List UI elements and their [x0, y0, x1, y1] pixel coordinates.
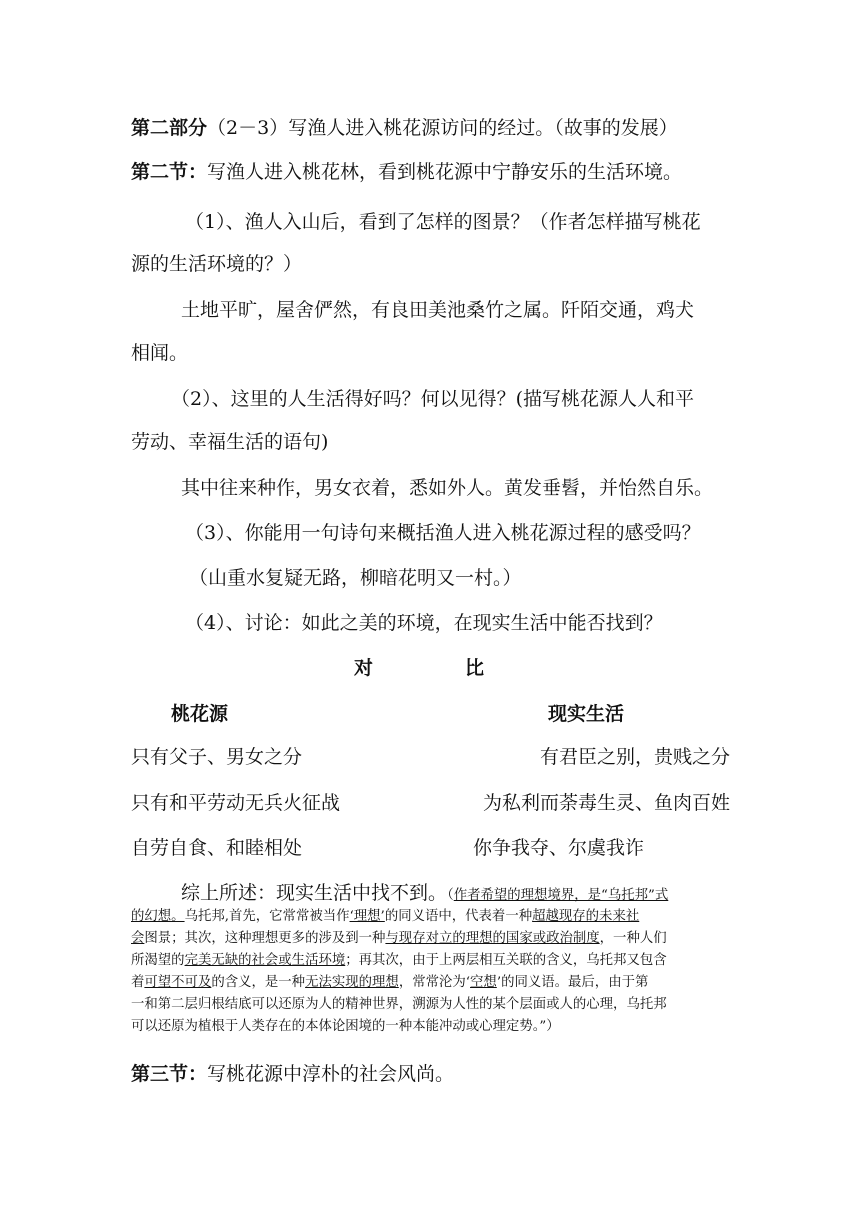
answer-1-line2: 相闻。 [131, 342, 189, 364]
compare-row-left: 自劳自食、和睦相处 [131, 837, 303, 859]
summary-note-line7: 可以还原为植根于人类存在的本体论困境的一种本能冲动或心理定势。”） [131, 1019, 560, 1034]
answer-3: （山重水复疑无路，柳暗花明又一村。） [189, 567, 522, 589]
question-1-line2: 源的生活环境的？） [131, 253, 303, 275]
answer-2: 其中往来种作，男女衣着，悉如外人。黄发垂髫，并怡然自乐。 [181, 477, 714, 499]
section2-heading-rest: 写渔人进入桃花林，看到桃花源中宁静安乐的生活环境。 [207, 161, 683, 183]
section3-heading-rest: 写桃花源中淳朴的社会风尚。 [207, 1063, 455, 1085]
compare-row-left: 只有父子、男女之分 [131, 746, 303, 768]
section2-heading-line [131, 160, 682, 184]
compare-left-header: 桃花源 [171, 703, 229, 725]
question-2-line2: 劳动、幸福生活的语句) [131, 431, 329, 453]
section3-heading-line [131, 1062, 454, 1086]
summary-note-line5: 着可望不可及的含义，是一种无法实现的理想，常常沦为‘空想’的同义语。最后，由于第 [131, 975, 649, 990]
part2-heading-line [131, 116, 678, 140]
summary-note-underline: 作者希望的理想境界，是“乌托邦”式 [453, 888, 669, 903]
part2-heading: 第二部分 [131, 117, 208, 139]
summary-lead: 综上所述：现实生活中找不到。 [181, 882, 448, 904]
compare-title-right: 比 [465, 657, 485, 679]
question-1-line1: （1）、渔人入山后，看到了怎样的图景？（作者怎样描写桃花 [185, 211, 701, 233]
compare-row-right: 为私利而荼毒生灵、鱼肉百姓 [482, 792, 730, 814]
compare-row-left: 只有和平劳动无兵火征战 [131, 792, 341, 814]
summary-note-line3: 会图景；其次，这种理想更多的涉及到一种与现存对立的理想的国家或政治制度，一种人们 [131, 931, 667, 946]
summary-line1: 综上所述：现实生活中找不到。（作者希望的理想境界，是“乌托邦”式 [181, 882, 669, 904]
question-3: （3）、你能用一句诗句来概括渔人进入桃花源过程的感受吗？ [185, 522, 701, 544]
compare-right-header: 现实生活 [548, 703, 625, 725]
section2-heading: 第二节： [131, 161, 208, 183]
question-4: （4）、讨论：如此之美的环境，在现实生活中能否找到？ [185, 612, 663, 634]
summary-note-line6: 一和第二层归根结底可以还原为人的精神世界，溯源为人性的某个层面或人的心理，乌托邦 [131, 997, 667, 1012]
question-2-line1: （2）、这里的人生活得好吗？何以见得？(描写桃花源人人和平 [171, 388, 695, 410]
compare-row-right: 你争我夺、尔虞我诈 [473, 837, 645, 859]
summary-note-line4: 所渴望的完美无缺的社会或生活环境；再其次，由于上两层相互关联的含义，乌托邦又包含 [131, 953, 667, 968]
part2-heading-rest: （2－3）写渔人进入桃花源访问的经过。（故事的发展） [207, 117, 678, 139]
section3-heading: 第三节： [131, 1063, 208, 1085]
compare-title-left: 对 [354, 657, 374, 679]
answer-1-line1: 土地平旷，屋舍俨然，有良田美池桑竹之属。阡陌交通，鸡犬 [181, 299, 695, 321]
compare-row-right: 有君臣之别，贵贱之分 [539, 746, 730, 768]
summary-note-line2: 的幻想。乌托邦,首先，它常常被当作‘理想’的同义语中，代表着一种超越现存的未来社 [131, 909, 640, 924]
